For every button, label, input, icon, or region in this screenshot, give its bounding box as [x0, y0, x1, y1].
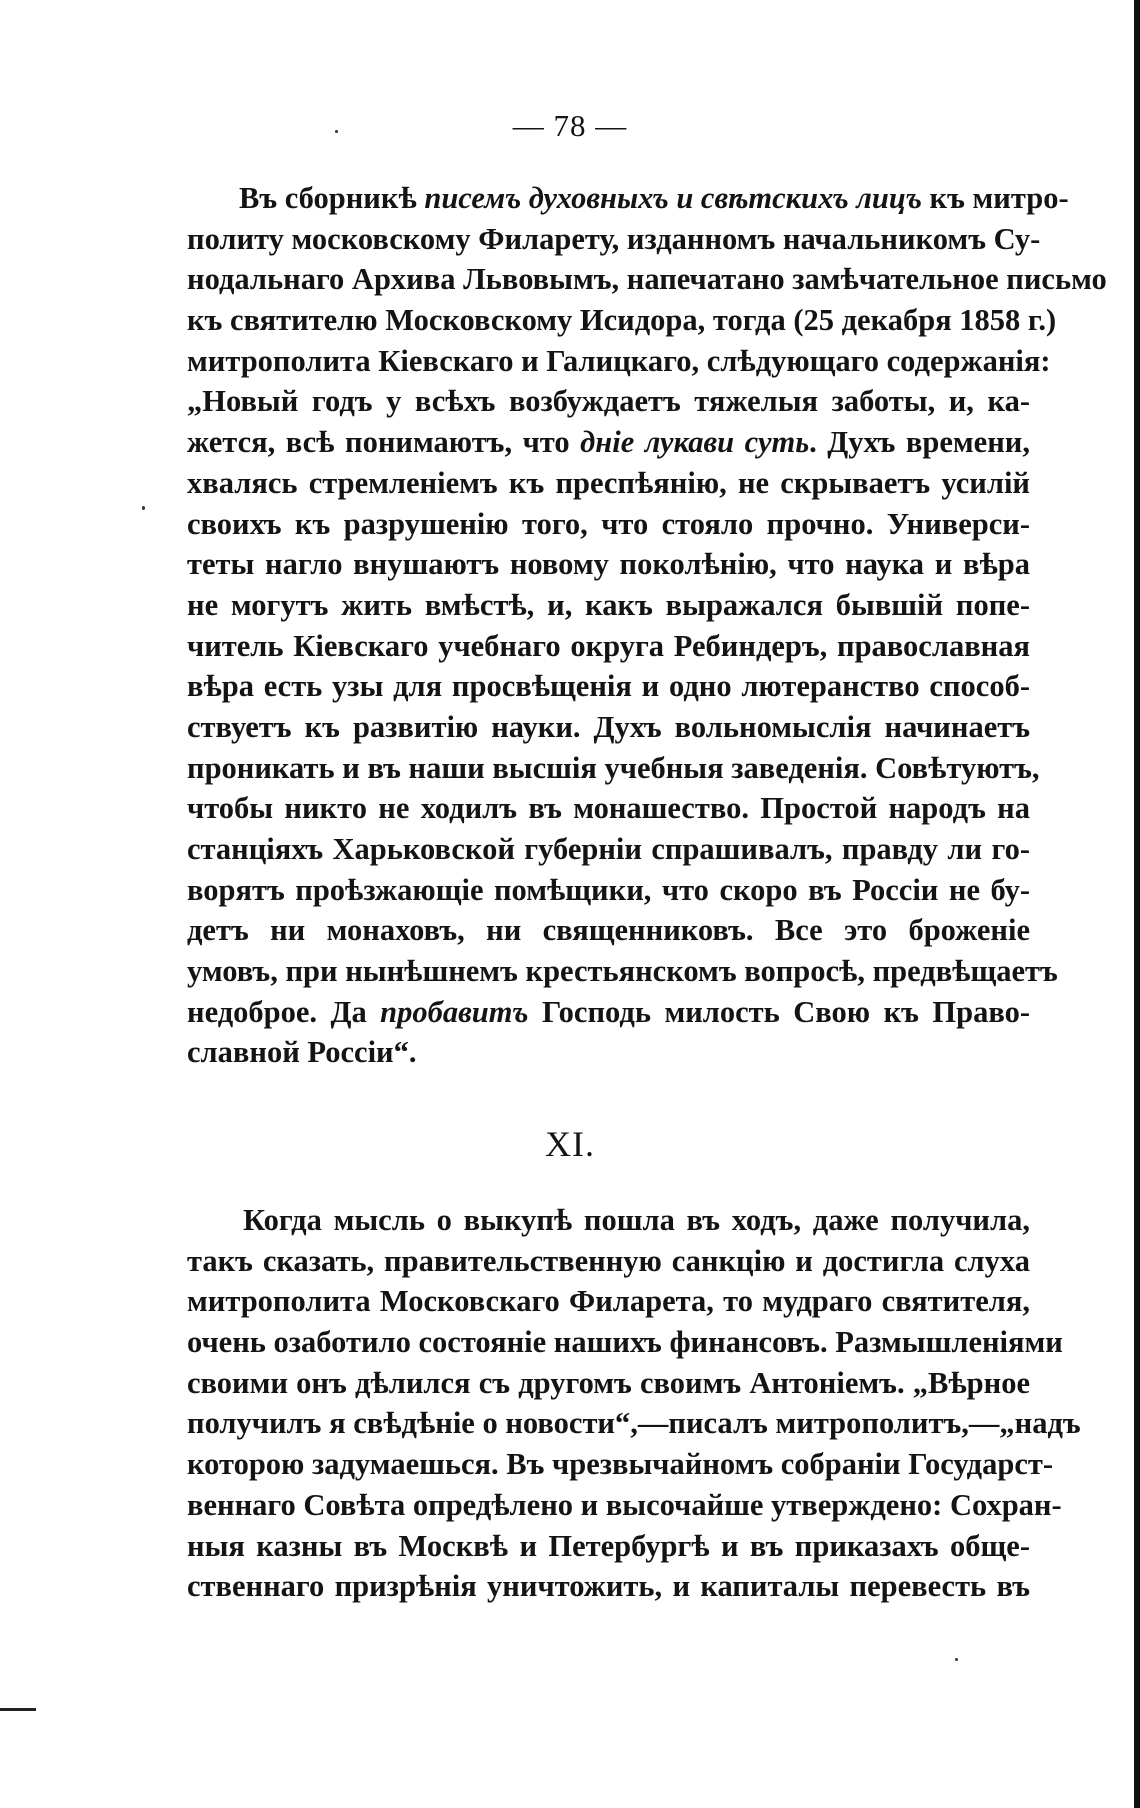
text-line: теты нагло внушаютъ новому поколѣнію, что наука и вѣра [187, 547, 1030, 582]
text-line: вѣра есть узы для просвѣщенія и одно лютеранство способ- [187, 669, 1030, 704]
italic-phrase: писемъ духовныхъ и свѣтскихъ лицъ [424, 181, 922, 215]
text-line: митрополита Кіевскаго и Галицкаго, слѣдующаго содержанія: [187, 343, 1051, 378]
text-line: Когда мысль о выкупѣ пошла въ ходъ, даже получила, [243, 1203, 1030, 1237]
italic-phrase: дніе лукави суть [580, 425, 810, 460]
text-line: детъ ни монаховъ, ни священниковъ. Все это броженіе [187, 913, 1030, 948]
text-line: чтобы никто не ходилъ въ монашество. Простой народъ на [187, 791, 1030, 826]
text-line: своихъ къ разрушенію того, что стояло прочно. Универси- [187, 506, 1030, 541]
text-line: которою задумаешься. Въ чрезвычайномъ собраніи Государст- [187, 1447, 1053, 1482]
text-line: хвалясь стремленіемъ къ преспѣянію, не скрываетъ усилій [187, 465, 1030, 500]
scan-speck [142, 506, 145, 510]
text-line: ворятъ проѣзжающіе помѣщики, что скоро въ Россіи не бу- [187, 872, 1030, 907]
text-line: читель Кіевскаго учебнаго округа Ребиндеръ, православная [187, 628, 1030, 663]
section-heading: XI. [545, 1124, 595, 1164]
paragraph-two [187, 1200, 1081, 1607]
text-line: своими онъ дѣлился съ другомъ своимъ Антоніемъ. „Вѣрное [187, 1365, 1030, 1400]
text-line: такъ сказать, правительственную санкцію и достигла слуха [187, 1243, 1030, 1278]
text-line: не могутъ жить вмѣстѣ, и, какъ выражался бывшій попе- [187, 587, 1030, 622]
text-line: митрополита Московскаго Филарета, то мудраго святителя, [187, 1284, 1030, 1319]
margin-mark [0, 1708, 36, 1711]
text-line: къ святителю Московскому Исидора, тогда (25 декабря 1858 г.) [187, 303, 1057, 338]
text-line: ствуетъ къ развитію науки. Духъ вольномыслія начинаетъ [187, 709, 1030, 744]
text-line: Въ сборникѣ писемъ духовныхъ и свѣтскихъ лицъ къ митро- [239, 181, 1069, 215]
page-number: — 78 — [512, 108, 628, 143]
text-line: недоброе. Да пробавитъ Господь милость Свою къ Право- [187, 994, 1030, 1029]
italic-phrase: пробавитъ [380, 994, 529, 1029]
text-line: станціяхъ Харьковской губерніи спрашивалъ, правду ли го- [187, 832, 1030, 866]
paragraph-one [187, 178, 1107, 1073]
text-line: славной Россіи“. [187, 1035, 417, 1070]
text-line: очень озаботило состояніе нашихъ финансовъ. Размышленіями [187, 1325, 1063, 1360]
text-line: умовъ, при нынѣшнемъ крестьянскомъ вопросѣ, предвѣщаетъ [187, 954, 1058, 989]
scan-speck [955, 1658, 958, 1661]
text-line: политу московскому Филарету, изданномъ начальникомъ Су- [187, 221, 1041, 256]
scan-edge [1134, 0, 1140, 1808]
text-line: проникать и въ наши высшія учебныя заведенія. Совѣтуютъ, [187, 750, 1040, 785]
text-line: „Новый годъ у всѣхъ возбуждаетъ тяжелыя заботы, и, ка- [187, 384, 1030, 419]
text-line: получилъ я свѣдѣніе о новости“,—писалъ митрополитъ,—„надъ [187, 1406, 1081, 1441]
text-line: веннаго Совѣта опредѣлено и высочайше утверждено: Сохран- [187, 1487, 1062, 1522]
text-line: ственнаго призрѣнія уничтожить, и капиталы перевесть въ [187, 1569, 1030, 1604]
text-line: жется, всѣ понимаютъ, что дніе лукави суть. Духъ времени, [187, 425, 1030, 460]
text-line: ныя казны въ Москвѣ и Петербургѣ и въ приказахъ обще- [187, 1528, 1030, 1563]
text-line: нодальнаго Архива Львовымъ, напечатано замѣчательное письмо [187, 262, 1107, 297]
